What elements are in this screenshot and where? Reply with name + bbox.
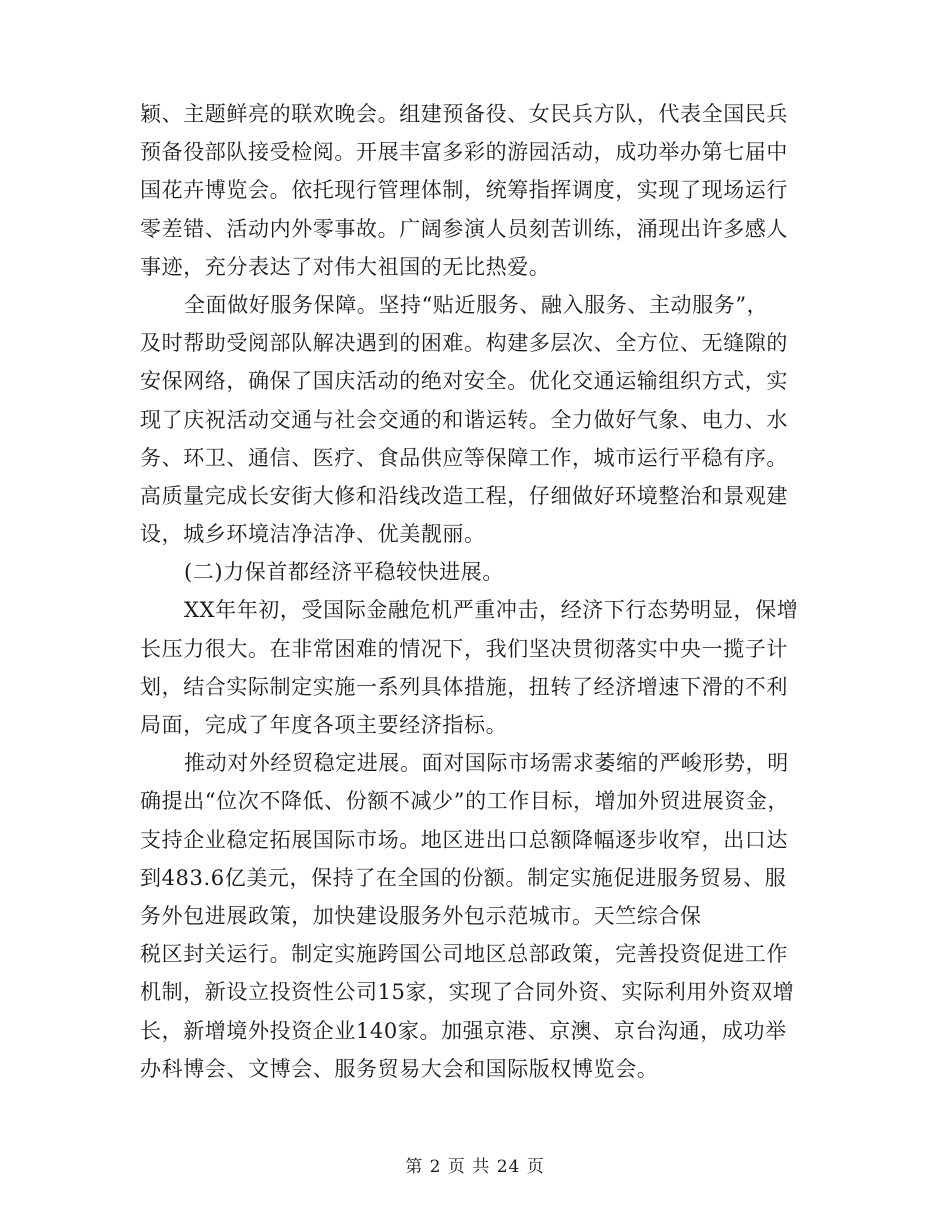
text-line: 设，城乡环境洁净洁净、优美靓丽。 [140, 522, 486, 547]
text-line: 长，新增境外投资企业140家。加强京港、京澳、京台沟通，成功举 [140, 1018, 787, 1043]
text-line: 机制，新设立投资性公司15家，实现了合同外资、实际利用外资双增 [140, 980, 795, 1005]
text-line: 及时帮助受阅部队解决遇到的困难。构建多层次、全方位、无缝隙的 [140, 331, 788, 356]
text-line: 局面，完成了年度各项主要经济指标。 [140, 713, 508, 737]
page-number-footer: 第 2 页 共 24 页 [405, 1157, 545, 1177]
body-text [140, 95, 805, 1088]
text-line: 划，结合实际制定实施一系列具体措施，扭转了经济增速下滑的不利 [140, 674, 788, 699]
text-line: 确提出“位次不降低、份额不减少”的工作目标，增加外贸进展资金， [140, 789, 790, 814]
text-line: 务外包进展政策，加快建设服务外包示范城市。天竺综合保 [140, 903, 702, 928]
section-heading: (二)力保首都经济平稳较快进展。 [184, 560, 504, 585]
text-line: 税区封关运行。制定实施跨国公司地区总部政策，完善投资促进工作 [140, 942, 788, 967]
text-line: 到483.6亿美元，保持了在全国的份额。制定实施促进服务贸易、服 [140, 865, 787, 890]
text-line: 务、环卫、通信、医疗、食品供应等保障工作，城市运行平稳有序。 [140, 445, 788, 470]
text-line: 长压力很大。在非常困难的情况下，我们坚决贯彻落实中央一揽子计 [140, 636, 788, 661]
text-line: 国花卉博览会。依托现行管理体制，统筹指挥调度，实现了现场运行 [140, 178, 788, 203]
paragraph-start-line: 推动对外经贸稳定进展。面对国际市场需求萎缩的严峻形势，明 [184, 751, 789, 776]
text-line: 预备役部队接受检阅。开展丰富多彩的游园活动，成功举办第七届中 [140, 140, 788, 165]
text-line: 支持企业稳定拓展国际市场。地区进出口总额降幅逐步收窄，出口达 [140, 827, 788, 852]
text-line: 高质量完成长安街大修和沿线改造工程，仔细做好环境整治和景观建 [140, 483, 788, 508]
text-line: 安保网络，确保了国庆活动的绝对安全。优化交通运输组织方式，实 [140, 369, 788, 394]
text-line: 零差错、活动内外零事故。广阔参演人员刻苦训练，涌现出许多感人 [140, 216, 788, 241]
text-line: 现了庆祝活动交通与社会交通的和谐运转。全力做好气象、电力、水 [140, 407, 788, 432]
text-line: 事迹，充分表达了对伟大祖国的无比热爱。 [140, 254, 551, 279]
paragraph-start-line: 全面做好服务保障。坚持“贴近服务、融入服务、主动服务”， [184, 292, 769, 317]
text-line: 颖、主题鲜亮的联欢晚会。组建预备役、女民兵方队，代表全国民兵 [140, 102, 788, 126]
text-line: 办科博会、文博会、服务贸易大会和国际版权博览会。 [140, 1056, 659, 1081]
paragraph-start-line: XX年年初，受国际金融危机严重冲击，经济下行态势明显，保增 [184, 598, 799, 623]
